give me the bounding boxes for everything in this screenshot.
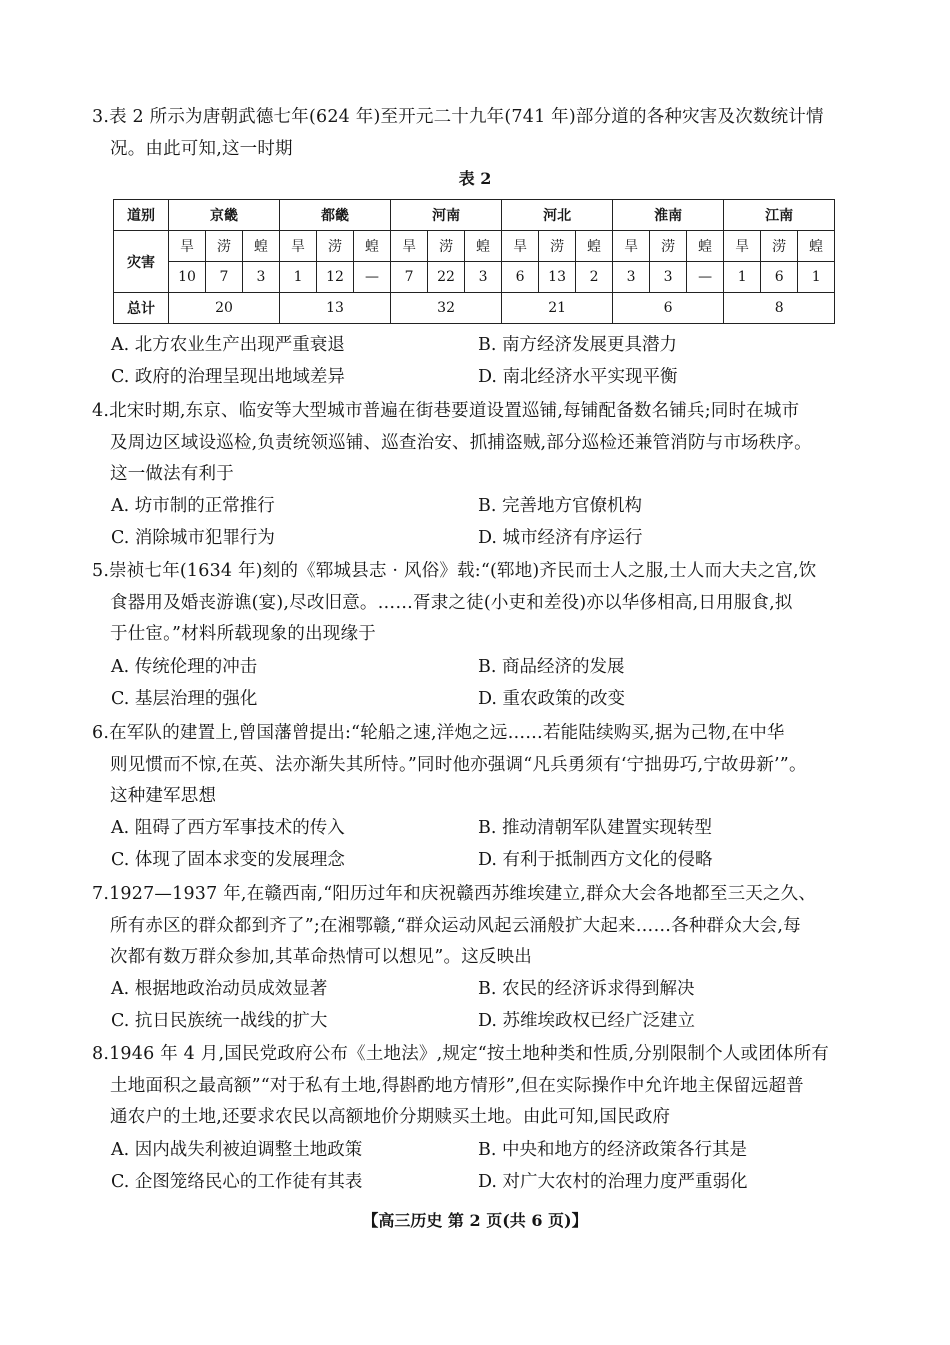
disaster-type: 蝗 <box>243 231 280 262</box>
option-c[interactable]: C. 企图笼络民心的工作徒有其表 <box>111 1171 363 1192</box>
question-7 <box>92 879 852 974</box>
table-caption: 表 2 <box>458 169 492 188</box>
question-6-line-1: 6.在军队的建置上,曾国藩曾提出:“轮船之速,洋炮之远……若能陆续购买,据为己物,在中华 <box>92 723 785 743</box>
option-b[interactable]: B. 完善地方官僚机构 <box>478 496 642 516</box>
region-name: 河南 <box>391 200 502 231</box>
table-row-counts <box>114 262 835 293</box>
option-b[interactable]: B. 中央和地方的经济政策各行其是 <box>478 1140 747 1160</box>
disaster-type: 蝗 <box>465 231 502 262</box>
question-4 <box>92 396 852 491</box>
option-c[interactable]: C. 抗日民族统一战线的扩大 <box>111 1010 328 1031</box>
table-row-types <box>114 231 835 262</box>
disaster-type: 蝗 <box>576 231 613 262</box>
disaster-count: 3 <box>465 262 502 293</box>
region-total: 13 <box>280 293 391 324</box>
question-3-options <box>111 330 851 393</box>
disaster-type: 旱 <box>724 231 761 262</box>
disaster-type: 蝗 <box>798 231 835 262</box>
question-8-line-2: 土地面积之最高额”“对于私有土地,得斟酌地方情形”,但在实际操作中允许地主保留远超普 <box>110 1075 804 1096</box>
disaster-count: 3 <box>243 262 280 293</box>
row-header-disaster: 灾害 <box>114 231 169 293</box>
region-name: 京畿 <box>169 200 280 231</box>
disaster-count: 6 <box>502 262 539 293</box>
table-row-totals <box>114 293 835 324</box>
disaster-type: 旱 <box>169 231 206 262</box>
region-name: 淮南 <box>613 200 724 231</box>
question-3-line-2: 况。由此可知,这一时期 <box>110 138 293 159</box>
option-c[interactable]: C. 体现了固本求变的发展理念 <box>111 849 345 870</box>
question-6-options <box>111 813 851 876</box>
option-a[interactable]: A. 传统伦理的冲击 <box>111 657 258 677</box>
option-b[interactable]: B. 推动清朝军队建置实现转型 <box>478 818 712 838</box>
disaster-count: 2 <box>576 262 613 293</box>
question-8 <box>92 1039 852 1134</box>
question-7-line-1: 7.1927—1937 年,在赣西南,“阳历过年和庆祝赣西苏维埃建立,群众大会各地都至三天之久、 <box>92 884 817 904</box>
region-total: 8 <box>724 293 835 324</box>
disaster-count: 13 <box>539 262 576 293</box>
option-d[interactable]: D. 重农政策的改变 <box>478 688 626 709</box>
region-name: 江南 <box>724 200 835 231</box>
option-c[interactable]: C. 政府的治理呈现出地域差异 <box>111 366 345 387</box>
question-5-options <box>111 652 851 715</box>
question-8-line-1: 8.1946 年 4 月,国民党政府公布《土地法》,规定“按土地种类和性质,分别限制个人或团体所有 <box>92 1044 829 1064</box>
question-5 <box>92 556 852 651</box>
option-b[interactable]: B. 商品经济的发展 <box>478 657 625 677</box>
disaster-type: 旱 <box>613 231 650 262</box>
disaster-type: 蝗 <box>687 231 724 262</box>
question-3 <box>92 102 852 165</box>
disaster-count: 7 <box>206 262 243 293</box>
disaster-count: 3 <box>650 262 687 293</box>
region-total: 32 <box>391 293 502 324</box>
option-a[interactable]: A. 北方农业生产出现严重衰退 <box>111 335 345 355</box>
disaster-count: 1 <box>798 262 835 293</box>
disaster-count: 22 <box>428 262 465 293</box>
question-6-line-3: 这种建军思想 <box>110 786 217 806</box>
option-d[interactable]: D. 城市经济有序运行 <box>478 527 643 548</box>
option-d[interactable]: D. 对广大农村的治理力度严重弱化 <box>478 1171 748 1192</box>
disaster-type: 涝 <box>428 231 465 262</box>
question-4-options <box>111 491 851 554</box>
question-7-line-3: 次都有数万群众参加,其革命热情可以想见”。这反映出 <box>110 947 533 967</box>
question-8-options <box>111 1135 851 1198</box>
disaster-count: 1 <box>724 262 761 293</box>
region-name: 河北 <box>502 200 613 231</box>
question-7-options <box>111 974 851 1037</box>
disaster-type: 旱 <box>502 231 539 262</box>
disaster-type: 涝 <box>539 231 576 262</box>
disaster-type: 蝗 <box>354 231 391 262</box>
option-a[interactable]: A. 根据地政治动员成效显著 <box>111 979 328 999</box>
option-c[interactable]: C. 消除城市犯罪行为 <box>111 527 275 548</box>
option-c[interactable]: C. 基层治理的强化 <box>111 688 258 709</box>
disaster-count: 6 <box>761 262 798 293</box>
option-a[interactable]: A. 阻碍了西方军事技术的传入 <box>111 818 345 838</box>
row-header-total: 总计 <box>114 293 169 324</box>
question-4-line-1: 4.北宋时期,东京、临安等大型城市普遍在街巷要道设置巡铺,每铺配备数名铺兵;同时在城市 <box>92 401 800 421</box>
option-d[interactable]: D. 苏维埃政权已经广泛建立 <box>478 1010 696 1031</box>
row-header-region: 道别 <box>114 200 169 231</box>
disaster-type: 涝 <box>317 231 354 262</box>
question-7-line-2: 所有赤区的群众都到齐了”;在湘鄂赣,“群众运动风起云涌般扩大起来……各种群众大会,每 <box>110 915 801 936</box>
question-6 <box>92 718 852 813</box>
option-a[interactable]: A. 坊市制的正常推行 <box>111 496 275 516</box>
disaster-count: 12 <box>317 262 354 293</box>
option-d[interactable]: D. 南北经济水平实现平衡 <box>478 366 678 387</box>
disaster-type: 涝 <box>650 231 687 262</box>
disaster-count: 3 <box>613 262 650 293</box>
option-b[interactable]: B. 农民的经济诉求得到解决 <box>478 979 695 999</box>
question-4-line-3: 这一做法有利于 <box>110 464 234 484</box>
option-b[interactable]: B. 南方经济发展更具潜力 <box>478 335 677 355</box>
region-total: 20 <box>169 293 280 324</box>
question-5-line-3: 于仕宦。”材料所载现象的出现缘于 <box>110 624 376 644</box>
question-5-line-1: 5.崇祯七年(1634 年)刻的《郓城县志 · 风俗》载:“(郓地)齐民而士人之服,士人而大夫之宫,饮 <box>92 561 817 581</box>
disaster-type: 旱 <box>391 231 428 262</box>
option-d[interactable]: D. 有利于抵制西方文化的侵略 <box>478 849 713 870</box>
disaster-table <box>113 199 835 324</box>
disaster-count: 10 <box>169 262 206 293</box>
disaster-type: 旱 <box>280 231 317 262</box>
region-total: 6 <box>613 293 724 324</box>
question-3-line-1: 3.表 2 所示为唐朝武德七年(624 年)至开元二十九年(741 年)部分道的各种灾害及次数统计情 <box>92 107 824 127</box>
region-name: 都畿 <box>280 200 391 231</box>
question-5-line-2: 食器用及婚丧游谯(宴),尽改旧意。……胥隶之徒(小吏和差役)亦以华侈相高,日用服食,拟 <box>110 592 793 613</box>
disaster-count: 7 <box>391 262 428 293</box>
option-a[interactable]: A. 因内战失利被迫调整土地政策 <box>111 1140 363 1160</box>
question-6-line-2: 则见惯而不惊,在英、法亦渐失其所恃。”同时他亦强调“凡兵勇须有‘宁拙毋巧,宁故毋新’”。 <box>110 754 807 775</box>
question-4-line-2: 及周边区域设巡检,负责统领巡铺、巡查治安、抓捕盗贼,部分巡检还兼管消防与市场秩序。 <box>110 432 812 453</box>
disaster-count: 1 <box>280 262 317 293</box>
table-row-regions <box>114 200 835 231</box>
disaster-count: — <box>687 262 724 293</box>
question-8-line-3: 通农户的土地,还要求农民以高额地价分期赎买土地。由此可知,国民政府 <box>110 1107 671 1127</box>
page-footer: 【高三历史 第 2 页(共 6 页)】 <box>362 1211 588 1230</box>
disaster-type: 涝 <box>206 231 243 262</box>
disaster-type: 涝 <box>761 231 798 262</box>
region-total: 21 <box>502 293 613 324</box>
disaster-count: — <box>354 262 391 293</box>
